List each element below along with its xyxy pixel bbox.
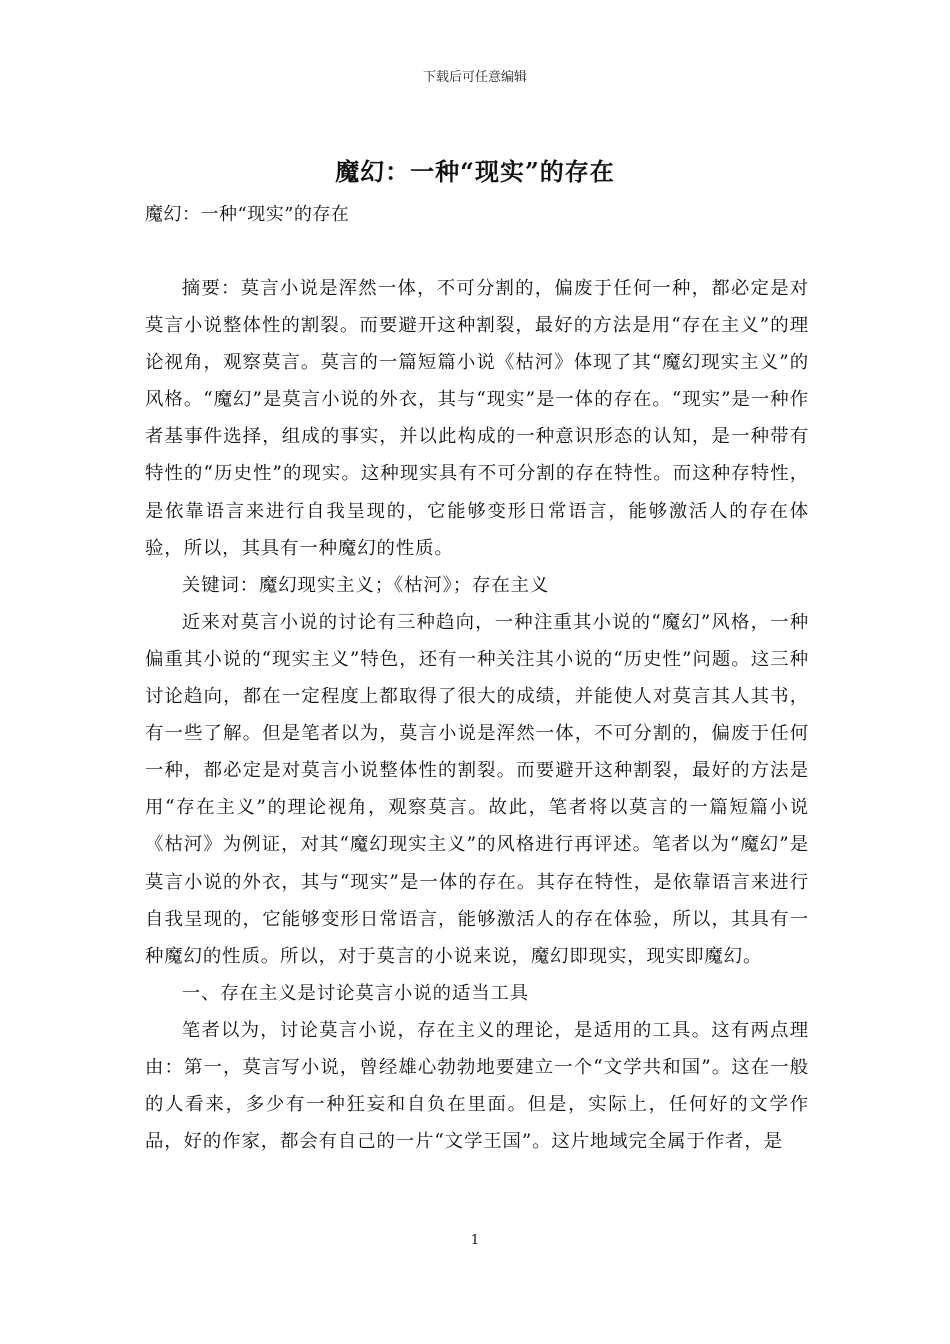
document-body bbox=[145, 270, 809, 1160]
document-subtitle: 魔幻：一种“现实”的存在 bbox=[145, 204, 350, 225]
document-title: 魔幻：一种“现实”的存在 bbox=[335, 157, 615, 186]
header-note: 下载后可任意编辑 bbox=[422, 70, 527, 85]
abstract-paragraph: 摘要：莫言小说是浑然一体，不可分割的，偏废于任何一种，都必定是对莫言小说整体性的割裂。而要避开这种割裂，最好的方法是用“存在主义”的理论视角，观察莫言。莫言的一篇短篇小说《枯河》体现了其“魔幻现实主义”的风格。“魔幻”是莫言小说的外衣，其与“现实”是一体的存在。“现实”是一种作者基事件选择，组成的事实，并以此构成的一种意识形态的认知，是一种带有特性的“历史性”的现实。这种现实具有不可分割的存在特性。而这种存特性，是依靠语言来进行自我呈现的，它能够变形日常语言，能够激活人的存在体验，所以，其具有一种魔幻的性质。 bbox=[145, 278, 809, 559]
keywords-paragraph: 关键词：魔幻现实主义；《枯河》；存在主义 bbox=[181, 574, 550, 596]
section-paragraph: 笔者以为，讨论莫言小说，存在主义的理论，是适用的工具。这有两点理由：第一，莫言写小说，曾经雄心勃勃地要建立一个“文学共和国”。这在一般的人看来，多少有一种狂妄和自负在里面。但是，实际上，任何好的文学作品，好的作家，都会有自己的一片“文学王国”。这片地域完全属于作者，是 bbox=[145, 1019, 809, 1153]
intro-paragraph: 近来对莫言小说的讨论有三种趋向，一种注重其小说的“魔幻”风格，一种偏重其小说的“现实主义”特色，还有一种关注其小说的“历史性”问题。这三种讨论趋向，都在一定程度上都取得了很大的成绩，并能使人对莫言其人其书，有一些了解。但是笔者以为，莫言小说是浑然一体，不可分割的，偏废于任何一种，都必定是对莫言小说整体性的割裂。而要避开这种割裂，最好的方法是用“存在主义”的理论视角，观察莫言。故此，笔者将以莫言的一篇短篇小说《枯河》为例证，对其“魔幻现实主义”的风格进行再评述。笔者以为“魔幻”是莫言小说的外衣，其与“现实”是一体的存在。其存在特性，是依靠语言来进行自我呈现的，它能够变形日常语言，能够激活人的存在体验，所以，其具有一种魔幻的性质。所以，对于莫言的小说来说，魔幻即现实，现实即魔幻。 bbox=[145, 611, 809, 967]
page-number: 1 bbox=[470, 1233, 480, 1248]
section-heading: 一、存在主义是讨论莫言小说的适当工具 bbox=[181, 982, 530, 1004]
